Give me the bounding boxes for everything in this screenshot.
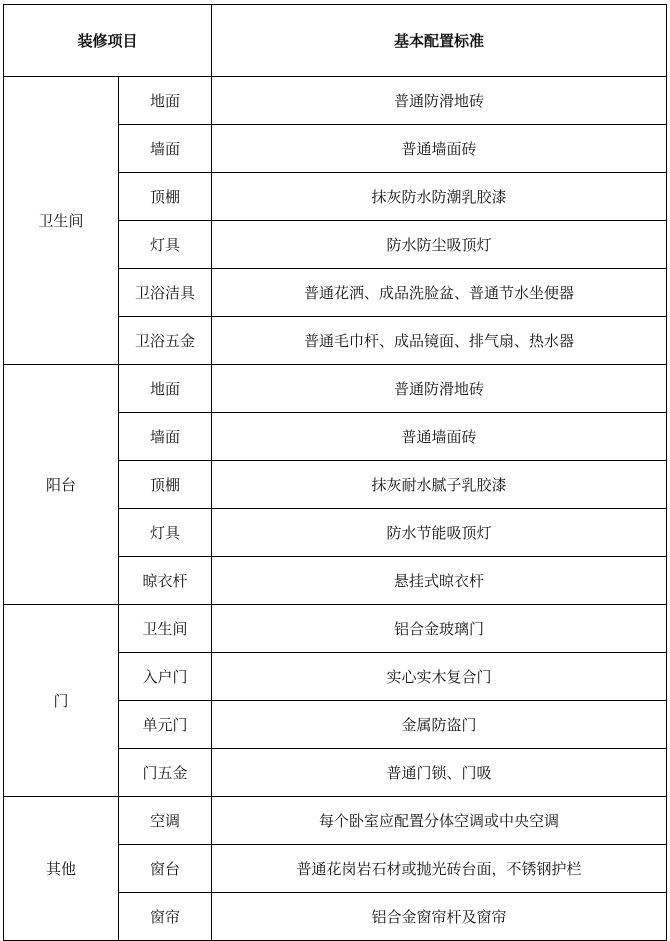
standard-cell: 普通毛巾杆、成品镜面、排气扇、热水器 bbox=[212, 317, 667, 365]
standard-cell: 悬挂式晾衣杆 bbox=[212, 557, 667, 605]
standard-cell: 铝合金玻璃门 bbox=[212, 605, 667, 653]
standard-cell: 普通门锁、门吸 bbox=[212, 749, 667, 797]
header-renovation-item: 装修项目 bbox=[4, 5, 212, 77]
standard-cell: 铝合金窗帘杆及窗帘 bbox=[212, 893, 667, 941]
standard-cell: 防水节能吸顶灯 bbox=[212, 509, 667, 557]
table-row bbox=[4, 605, 667, 653]
group-name-cell: 卫生间 bbox=[4, 77, 119, 365]
standard-cell: 抹灰耐水腻子乳胶漆 bbox=[212, 461, 667, 509]
header-basic-standard: 基本配置标准 bbox=[212, 5, 667, 77]
item-cell: 地面 bbox=[119, 77, 212, 125]
standard-cell: 普通墙面砖 bbox=[212, 413, 667, 461]
item-cell: 地面 bbox=[119, 365, 212, 413]
item-cell: 墙面 bbox=[119, 125, 212, 173]
item-cell: 窗帘 bbox=[119, 893, 212, 941]
table-row bbox=[4, 797, 667, 845]
renovation-config-table bbox=[3, 4, 667, 941]
standard-cell: 普通花岗岩石材或抛光砖台面，不锈钢护栏 bbox=[212, 845, 667, 893]
table-row bbox=[4, 77, 667, 125]
item-cell: 卫浴洁具 bbox=[119, 269, 212, 317]
group-name-cell: 其他 bbox=[4, 797, 119, 941]
standard-cell: 金属防盗门 bbox=[212, 701, 667, 749]
item-cell: 墙面 bbox=[119, 413, 212, 461]
item-cell: 晾衣杆 bbox=[119, 557, 212, 605]
item-cell: 单元门 bbox=[119, 701, 212, 749]
group-name-cell: 门 bbox=[4, 605, 119, 797]
standard-cell: 普通花洒、成品洗脸盆、普通节水坐便器 bbox=[212, 269, 667, 317]
item-cell: 门五金 bbox=[119, 749, 212, 797]
table-header-row bbox=[4, 5, 667, 77]
standard-cell: 抹灰防水防潮乳胶漆 bbox=[212, 173, 667, 221]
table-row bbox=[4, 365, 667, 413]
standard-cell: 普通墙面砖 bbox=[212, 125, 667, 173]
item-cell: 卫生间 bbox=[119, 605, 212, 653]
standard-cell: 普通防滑地砖 bbox=[212, 365, 667, 413]
item-cell: 灯具 bbox=[119, 221, 212, 269]
item-cell: 入户门 bbox=[119, 653, 212, 701]
standard-cell: 实心实木复合门 bbox=[212, 653, 667, 701]
table-body bbox=[4, 5, 667, 941]
standard-cell: 防水防尘吸顶灯 bbox=[212, 221, 667, 269]
standard-cell: 普通防滑地砖 bbox=[212, 77, 667, 125]
item-cell: 窗台 bbox=[119, 845, 212, 893]
group-name-cell: 阳台 bbox=[4, 365, 119, 605]
standard-cell: 每个卧室应配置分体空调或中央空调 bbox=[212, 797, 667, 845]
item-cell: 空调 bbox=[119, 797, 212, 845]
item-cell: 卫浴五金 bbox=[119, 317, 212, 365]
item-cell: 顶棚 bbox=[119, 461, 212, 509]
item-cell: 灯具 bbox=[119, 509, 212, 557]
item-cell: 顶棚 bbox=[119, 173, 212, 221]
